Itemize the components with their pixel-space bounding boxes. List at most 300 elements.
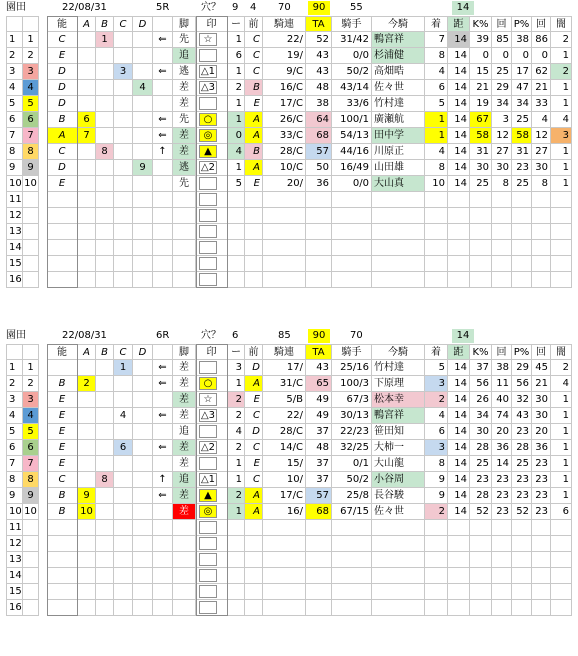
p-pct: 23 (512, 472, 532, 488)
dash-value: 2 (228, 488, 245, 504)
score-a (78, 424, 96, 440)
dash-value: 1 (228, 504, 245, 520)
score-b (96, 272, 114, 288)
score-b (96, 568, 114, 584)
chaku (425, 568, 448, 584)
score-b (96, 96, 114, 112)
ta-value (306, 272, 332, 288)
row-index: 16 (9, 274, 22, 285)
p-pct: 25 (512, 176, 532, 192)
kai: 29 (492, 80, 512, 96)
score-b (96, 424, 114, 440)
score-b (96, 224, 114, 240)
p-pct-header: P% (512, 16, 532, 32)
jockey-name (372, 520, 425, 536)
score-c (114, 272, 133, 288)
kishu-stat: 67/3 (332, 392, 372, 408)
dash-value: 1 (228, 64, 245, 80)
yami: 1 (551, 456, 572, 472)
row-number (6, 208, 23, 224)
dash-value: 2 (228, 392, 245, 408)
kishu-stat (332, 536, 372, 552)
chaku: 10 (425, 176, 448, 192)
score-d (133, 240, 153, 256)
p-pct (512, 536, 532, 552)
kyaku: 先 (173, 32, 196, 48)
kyori-header: 距 (448, 16, 470, 32)
kai-header: 回 (492, 16, 512, 32)
kai2: 12 (532, 128, 551, 144)
score-b (96, 456, 114, 472)
mae: C (245, 472, 263, 488)
arrow (153, 456, 173, 472)
kyori (448, 520, 470, 536)
chaku (425, 520, 448, 536)
arrow: ⇐ (153, 440, 173, 456)
row-index: 6 (9, 114, 16, 125)
mark-box: ☆ (199, 33, 217, 46)
ta-value: 43 (306, 360, 332, 376)
kishu-stat: 0/0 (332, 176, 372, 192)
chaku: 8 (425, 456, 448, 472)
yami: 1 (551, 488, 572, 504)
a-header: A (78, 344, 96, 360)
mae: C (245, 64, 263, 80)
score-a (78, 568, 96, 584)
mae-header: 前 (245, 344, 263, 360)
kyaku: 差 (173, 440, 196, 456)
ta-value: 65 (306, 376, 332, 392)
header-cell (6, 344, 23, 360)
kishu-stat (332, 552, 372, 568)
p-pct-header: P% (512, 344, 532, 360)
score-b (96, 488, 114, 504)
waku: 4 (23, 408, 39, 424)
chaku: 6 (425, 80, 448, 96)
mae (245, 272, 263, 288)
kyaku: 差 (173, 408, 196, 424)
kishu-stat (332, 568, 372, 584)
jockey-name (372, 224, 425, 240)
row-number (6, 376, 23, 392)
waku: 10 (23, 504, 39, 520)
k-pct (470, 520, 492, 536)
score-b: 1 (96, 32, 114, 48)
kai2 (532, 536, 551, 552)
mark-box: △2 (200, 442, 216, 453)
waku: 5 (23, 424, 39, 440)
score-a (78, 32, 96, 48)
kyaku: 追 (173, 424, 196, 440)
score-d: 4 (133, 80, 153, 96)
kishu-stat: 0/1 (332, 456, 372, 472)
mark-box: ○ (199, 113, 217, 126)
kyaku: 追 (173, 472, 196, 488)
row-number (6, 240, 23, 256)
mark-box: ◎ (199, 129, 217, 142)
p-pct (512, 520, 532, 536)
score-d (133, 552, 153, 568)
kishu-stat (332, 600, 372, 616)
chaku: 7 (425, 32, 448, 48)
kyaku: 先 (173, 176, 196, 192)
kai-header: 回 (492, 344, 512, 360)
row-number (6, 456, 23, 472)
score-a (78, 224, 96, 240)
header-cell (6, 16, 23, 32)
p-pct (512, 600, 532, 616)
mae (245, 568, 263, 584)
yami (551, 584, 572, 600)
kai: 74 (492, 408, 512, 424)
kai2 (532, 568, 551, 584)
score-b (96, 176, 114, 192)
jockey-name (372, 256, 425, 272)
arrow: ↑ (153, 144, 173, 160)
score-a (78, 192, 96, 208)
p-pct: 25 (512, 112, 532, 128)
race-number: 5R (156, 2, 170, 13)
chaku: 8 (425, 160, 448, 176)
arrow (153, 176, 173, 192)
nou: E (47, 456, 78, 472)
score-d (133, 376, 153, 392)
mae (245, 520, 263, 536)
mae: A (245, 488, 263, 504)
kiren: 19/ (263, 48, 306, 64)
k-pct: 37 (470, 360, 492, 376)
kyori: 14 (448, 424, 470, 440)
mark-box: △3 (200, 410, 216, 421)
score-c (114, 96, 133, 112)
chaku: 6 (425, 424, 448, 440)
dash-value (228, 240, 245, 256)
arrow (153, 160, 173, 176)
score-d (133, 472, 153, 488)
kyaku: 差 (173, 96, 196, 112)
k-pct: 15 (470, 64, 492, 80)
yami (551, 552, 572, 568)
kyori: 14 (448, 64, 470, 80)
chaku: 2 (425, 392, 448, 408)
row-index: 11 (9, 522, 22, 533)
dash-value (228, 584, 245, 600)
kai2: 23 (532, 472, 551, 488)
ana-label: 穴？ (201, 2, 221, 13)
mae: A (245, 160, 263, 176)
row-index: 4 (9, 410, 16, 421)
score-a (78, 176, 96, 192)
nou-header: 能 (47, 16, 78, 32)
ta-value: 37 (306, 424, 332, 440)
k-pct: 19 (470, 96, 492, 112)
kyaku (173, 224, 196, 240)
score-c (114, 192, 133, 208)
kishu-stat: 50/2 (332, 64, 372, 80)
yami (551, 224, 572, 240)
jockey-name (372, 272, 425, 288)
score-b: 8 (96, 472, 114, 488)
p-pct (512, 208, 532, 224)
kiren (263, 584, 306, 600)
kai2: 23 (532, 456, 551, 472)
header-value-1: 6 (232, 330, 239, 341)
waku (23, 584, 39, 600)
ta-header: TA (306, 16, 332, 32)
mae: A (245, 504, 263, 520)
chaku: 3 (425, 440, 448, 456)
race-number: 6R (156, 330, 170, 341)
arrow (153, 424, 173, 440)
kyaku: 差 (173, 488, 196, 504)
chaku (425, 552, 448, 568)
kyori: 14 (448, 80, 470, 96)
kai: 85 (492, 32, 512, 48)
waku (23, 224, 39, 240)
waku: 9 (23, 488, 39, 504)
row-index: 2 (9, 378, 16, 389)
score-c (114, 160, 133, 176)
k-pct-header: K% (470, 344, 492, 360)
dash-value: 1 (228, 160, 245, 176)
score-a (78, 472, 96, 488)
yami: 1 (551, 96, 572, 112)
ta-header: TA (306, 344, 332, 360)
kishu-stat (332, 208, 372, 224)
kyaku: 差 (173, 128, 196, 144)
p-pct: 17 (512, 64, 532, 80)
kyaku (173, 552, 196, 568)
kyori: 14 (448, 144, 470, 160)
d-header: D (133, 344, 153, 360)
row-number (6, 408, 23, 424)
ta-value: 43 (306, 48, 332, 64)
waku (23, 552, 39, 568)
k-pct (470, 208, 492, 224)
chaku: 1 (425, 112, 448, 128)
kai2: 4 (532, 112, 551, 128)
kiren: 15/ (263, 456, 306, 472)
arrow: ⇐ (153, 128, 173, 144)
chaku: 5 (425, 96, 448, 112)
score-d (133, 144, 153, 160)
kai2 (532, 192, 551, 208)
score-b (96, 440, 114, 456)
row-number (6, 80, 23, 96)
kishu-stat (332, 584, 372, 600)
kiren: 33/C (263, 128, 306, 144)
kiren: 31/C (263, 376, 306, 392)
score-c (114, 424, 133, 440)
score-c (114, 112, 133, 128)
k-pct: 67 (470, 112, 492, 128)
k-pct (470, 240, 492, 256)
kishu-stat: 50/2 (332, 472, 372, 488)
p-pct: 56 (512, 376, 532, 392)
kyori: 14 (448, 440, 470, 456)
score-c (114, 536, 133, 552)
imakishu-header: 今騎 (372, 344, 425, 360)
mae: D (245, 424, 263, 440)
score-c (114, 256, 133, 272)
mark-box: ☆ (199, 393, 217, 406)
jockey-name (372, 240, 425, 256)
kishu-stat: 25/8 (332, 488, 372, 504)
kyaku (173, 240, 196, 256)
chaku (425, 536, 448, 552)
venue-label: 園田 (6, 2, 26, 13)
score-c (114, 504, 133, 520)
chaku: 9 (425, 472, 448, 488)
score-a (78, 160, 96, 176)
row-index: 15 (9, 586, 22, 597)
k-pct (470, 536, 492, 552)
chaku: 4 (425, 408, 448, 424)
yami: 1 (551, 408, 572, 424)
kyori: 14 (448, 128, 470, 144)
p-pct (512, 568, 532, 584)
kiren (263, 192, 306, 208)
k-pct: 58 (470, 128, 492, 144)
k-pct: 0 (470, 48, 492, 64)
ta-value: 36 (306, 176, 332, 192)
kai (492, 552, 512, 568)
mae: C (245, 408, 263, 424)
kai2 (532, 520, 551, 536)
kai2: 62 (532, 64, 551, 80)
row-index: 12 (9, 538, 22, 549)
b-header: B (96, 16, 114, 32)
kyori: 14 (448, 176, 470, 192)
yami: 6 (551, 504, 572, 520)
mae: B (245, 80, 263, 96)
k-pct: 52 (470, 504, 492, 520)
score-a (78, 600, 96, 616)
p-pct (512, 552, 532, 568)
score-b (96, 192, 114, 208)
c-header: C (114, 16, 133, 32)
kai: 0 (492, 48, 512, 64)
p-pct (512, 272, 532, 288)
kyori: 14 (448, 360, 470, 376)
kiren: 14/C (263, 440, 306, 456)
waku: 6 (23, 440, 39, 456)
score-c (114, 48, 133, 64)
score-a (78, 584, 96, 600)
mae (245, 224, 263, 240)
arrow: ⇐ (153, 32, 173, 48)
kiren: 22/ (263, 32, 306, 48)
row-number (6, 472, 23, 488)
nou: E (47, 176, 78, 192)
d-header: D (133, 16, 153, 32)
kai (492, 240, 512, 256)
row-index: 1 (9, 34, 16, 45)
score-a: 2 (78, 376, 96, 392)
kai2 (532, 224, 551, 240)
ta-value (306, 552, 332, 568)
nou: C (47, 472, 78, 488)
jockey-name (372, 192, 425, 208)
kai: 36 (492, 440, 512, 456)
p-pct (512, 256, 532, 272)
p-pct (512, 192, 532, 208)
arrow: ⇐ (153, 112, 173, 128)
kyaku: 差 (173, 376, 196, 392)
row-number (6, 128, 23, 144)
mae: B (245, 144, 263, 160)
jockey-name (372, 568, 425, 584)
score-b (96, 376, 114, 392)
chaku (425, 584, 448, 600)
kai (492, 600, 512, 616)
mae: A (245, 112, 263, 128)
kai: 12 (492, 128, 512, 144)
score-c (114, 488, 133, 504)
mark-header: 印 (196, 344, 228, 360)
yami: 1 (551, 440, 572, 456)
jockey-name: 佐々世 (372, 80, 425, 96)
mae: C (245, 32, 263, 48)
header-cell (23, 344, 39, 360)
kyaku-header: 脚 (173, 344, 196, 360)
jockey-name: 竹村達 (372, 96, 425, 112)
row-number (6, 144, 23, 160)
row-number (6, 568, 23, 584)
score-d (133, 584, 153, 600)
score-a (78, 80, 96, 96)
chaku (425, 272, 448, 288)
row-number (6, 600, 23, 616)
yami (551, 536, 572, 552)
waku (23, 272, 39, 288)
ta-value: 68 (306, 128, 332, 144)
header-value-3: 70 (278, 2, 291, 13)
row-number (6, 192, 23, 208)
kai: 23 (492, 504, 512, 520)
kiren: 28/C (263, 424, 306, 440)
arrow (153, 96, 173, 112)
nou: A (47, 128, 78, 144)
kai: 34 (492, 96, 512, 112)
arrow (153, 552, 173, 568)
score-d (133, 504, 153, 520)
kiren (263, 520, 306, 536)
mae (245, 208, 263, 224)
ta-value: 48 (306, 80, 332, 96)
row-index: 8 (9, 146, 16, 157)
ta-value: 64 (306, 112, 332, 128)
kyori: 14 (448, 48, 470, 64)
p-pct: 23 (512, 488, 532, 504)
jockey-name (372, 600, 425, 616)
ta-value (306, 536, 332, 552)
score-c (114, 144, 133, 160)
row-number (6, 48, 23, 64)
header-value-3: 85 (278, 330, 291, 341)
kiren (263, 272, 306, 288)
chaku (425, 224, 448, 240)
score-a (78, 256, 96, 272)
score-a (78, 392, 96, 408)
chaku-header: 着 (425, 344, 448, 360)
score-b (96, 112, 114, 128)
waku (23, 600, 39, 616)
k-pct (470, 568, 492, 584)
ta-value: 52 (306, 32, 332, 48)
dash-value: 6 (228, 48, 245, 64)
yami: 2 (551, 32, 572, 48)
